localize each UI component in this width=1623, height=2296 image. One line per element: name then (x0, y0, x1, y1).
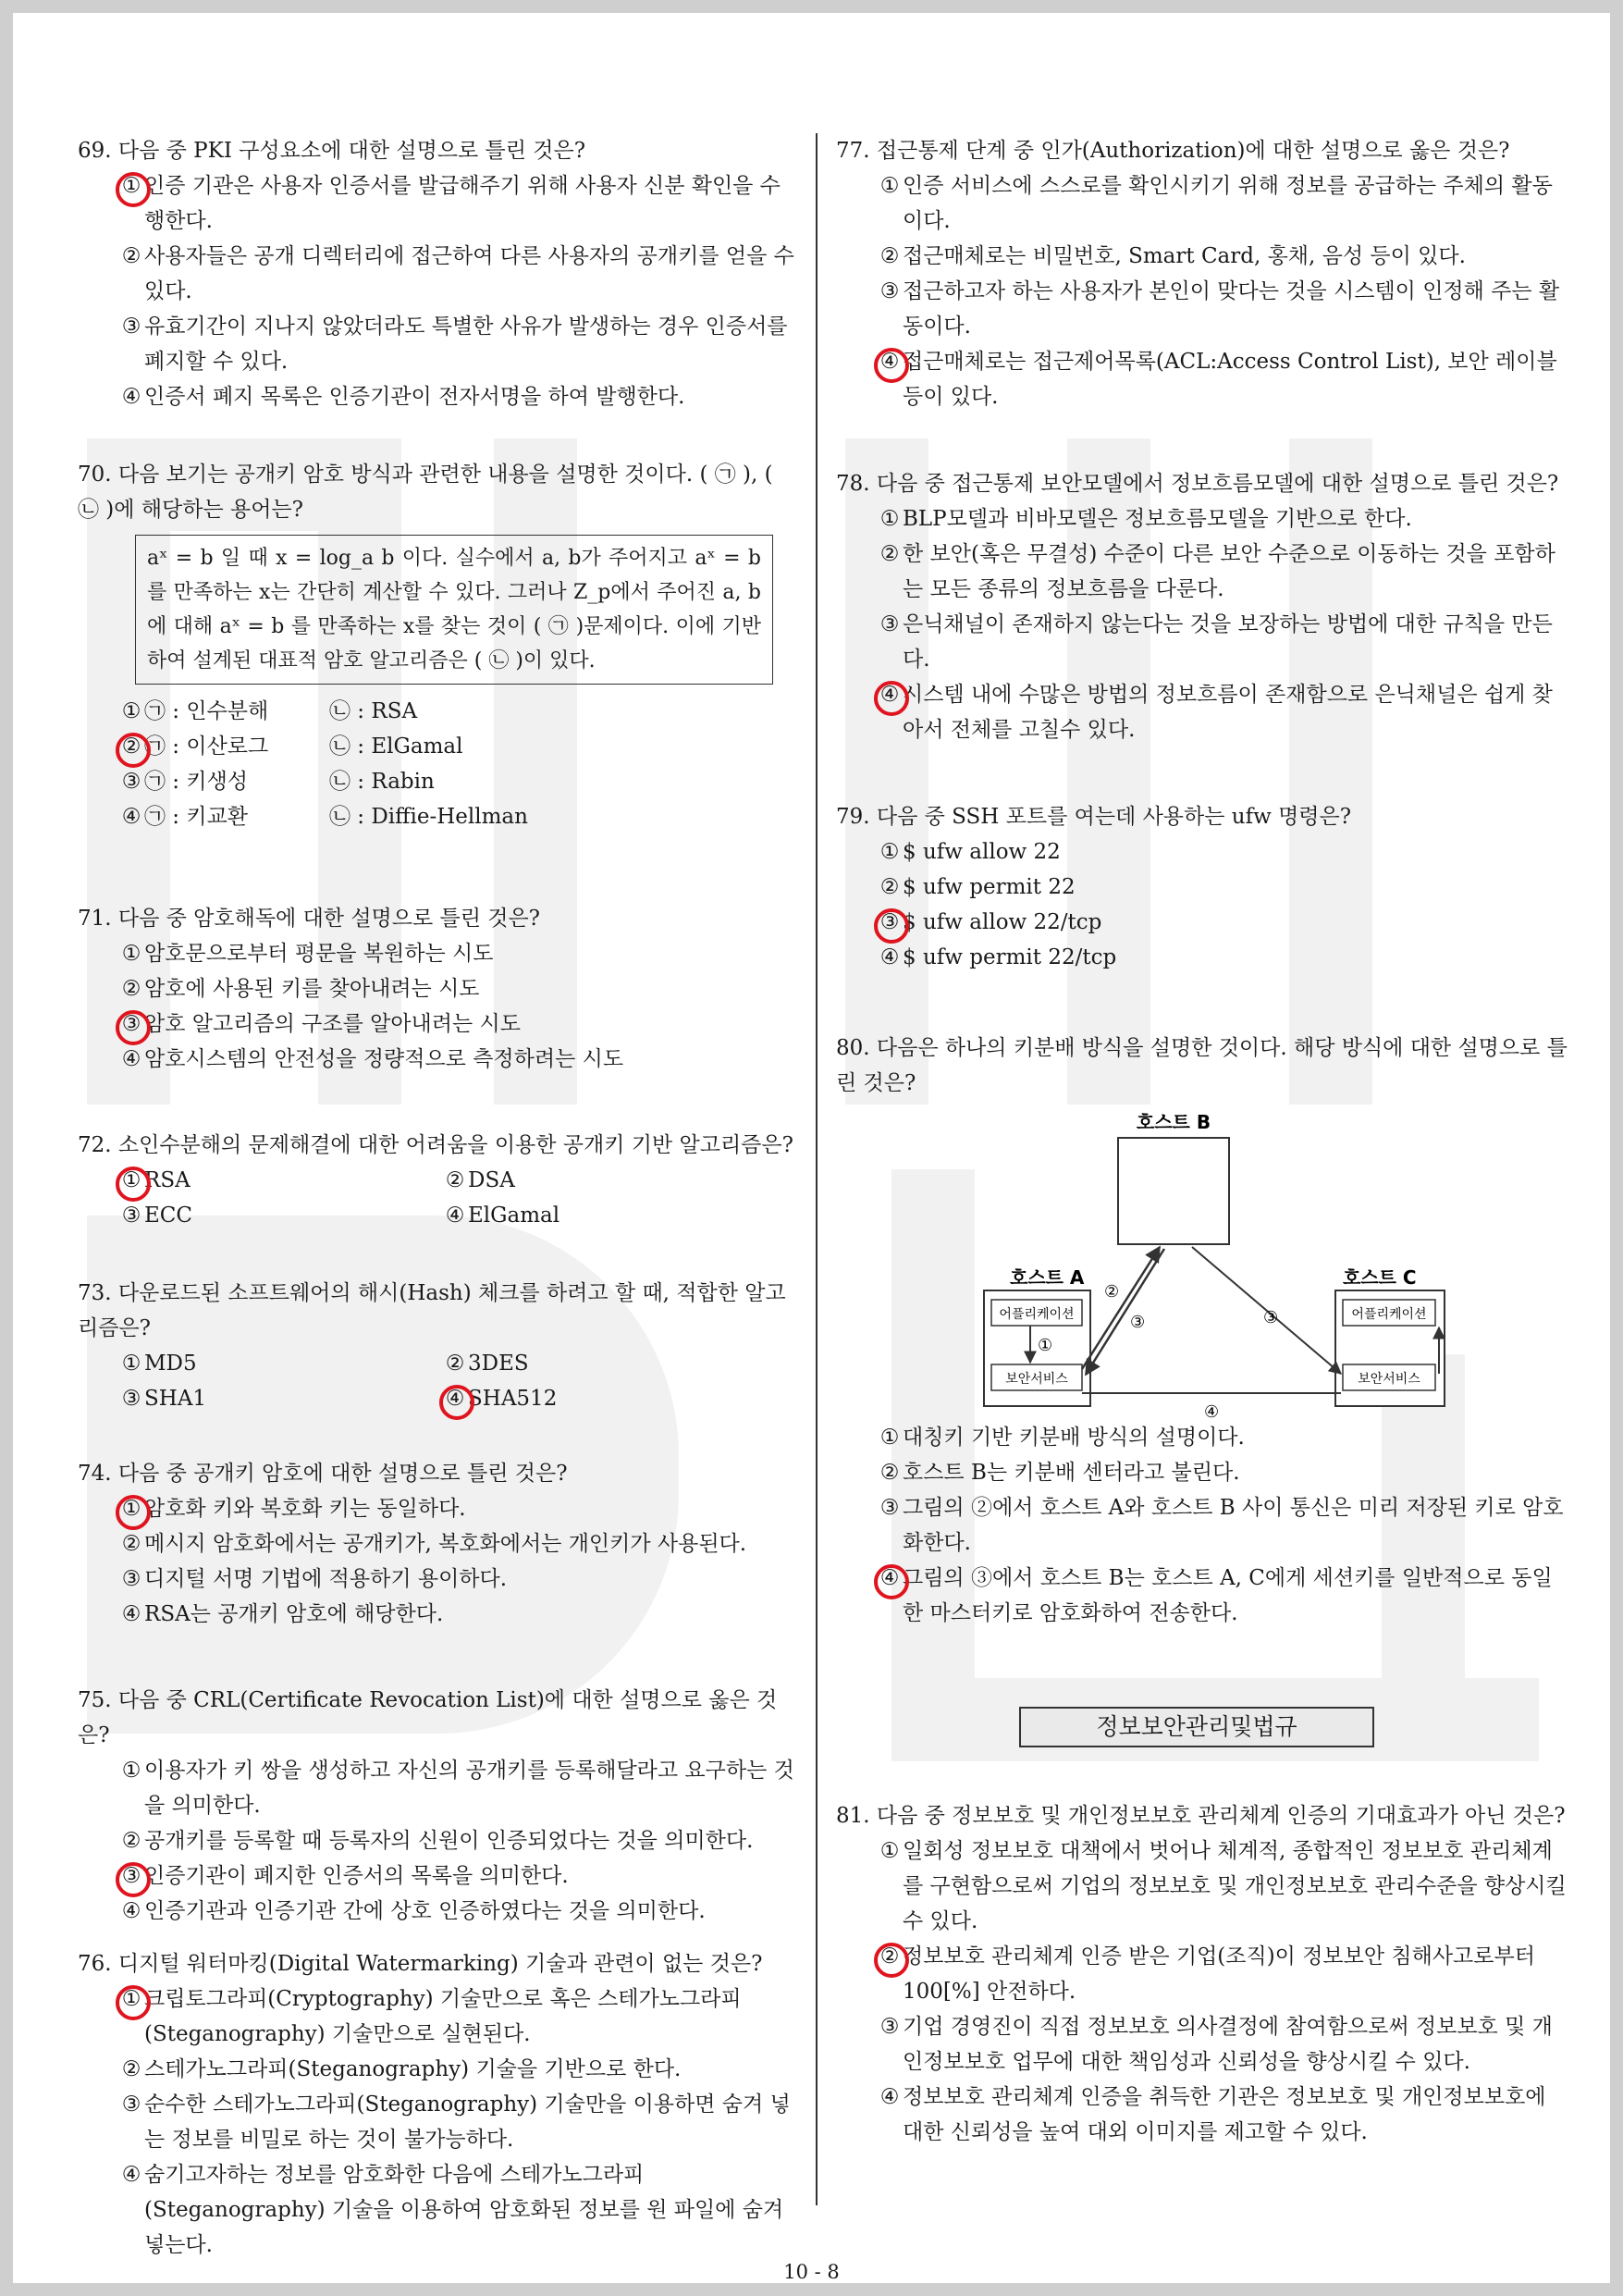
option-2[interactable] (78, 239, 799, 309)
option-4[interactable] (438, 1198, 799, 1233)
column-divider (816, 133, 818, 2205)
option-text: SHA1 (144, 1387, 207, 1411)
option-number: ④ (121, 1602, 141, 1626)
question-72 (78, 1128, 799, 1233)
option-2[interactable] (836, 870, 1571, 905)
option-number: ② (121, 977, 141, 1001)
option-3[interactable] (78, 309, 799, 379)
question-70 (78, 457, 799, 834)
option-number: ① (879, 1426, 900, 1450)
option-text: 접근매체로는 접근제어목록(ACL:Access Control List), 보안 레이블 등이 있다. (903, 350, 1557, 409)
option-number: ① (118, 1981, 144, 2017)
option-2[interactable] (78, 2052, 799, 2087)
option-3[interactable] (836, 905, 1571, 940)
option-number: ② (121, 2057, 141, 2081)
option-number: ④ (121, 1899, 141, 1923)
option-number: ② (877, 1939, 903, 1974)
option-text: 일회성 정보보호 대책에서 벗어나 체계적, 종합적인 정보보호 관리체계를 구현함으로써 기업의 정보보호 및 개인정보보호 관리수준을 향상시킬 수 있다. (903, 1839, 1567, 1933)
option-number: ③ (121, 2092, 141, 2117)
option-number: ① (879, 174, 900, 198)
option-number: ① (118, 1163, 144, 1198)
option-text: 이용자가 키 쌍을 생성하고 자신의 공개키를 등록해달라고 요구하는 것을 의미한다. (144, 1759, 794, 1818)
question-80 (836, 1031, 1571, 1631)
option-4[interactable] (78, 379, 799, 414)
host-c-label: 호스트 C (1343, 1266, 1417, 1289)
option-1[interactable] (836, 834, 1571, 870)
option-4[interactable] (78, 1597, 799, 1632)
option-1[interactable] (78, 1163, 438, 1198)
option-list (836, 168, 1571, 414)
option-number: ③ (118, 1858, 144, 1894)
option-number: ④ (879, 2085, 900, 2109)
option-number: ② (879, 542, 900, 566)
host-a-app-label: 어플리케이션 (999, 1307, 1075, 1322)
option-text: 디지털 서명 기법에 적용하기 용이하다. (144, 1567, 508, 1591)
arrow-2 (1082, 1247, 1160, 1369)
option-4[interactable] (78, 1894, 799, 1929)
option-4[interactable] (78, 2157, 799, 2263)
exam-page (13, 13, 1610, 2283)
option-2[interactable] (438, 1346, 799, 1381)
question-69 (78, 133, 799, 414)
option-pair (144, 694, 417, 729)
page-number: 10 - 8 (783, 2261, 840, 2283)
question-71 (78, 901, 799, 1077)
arrow-3a (1086, 1249, 1164, 1375)
question-title: 79. 다음 중 SSH 포트를 여는데 사용하는 ufw 명령은? (836, 805, 1352, 829)
option-number: ④ (877, 1561, 903, 1596)
option-number: ③ (121, 770, 141, 794)
option-list (836, 834, 1571, 975)
option-2[interactable] (438, 1163, 799, 1198)
option-text: 유효기간이 지나지 않았더라도 특별한 사유가 발생하는 경우 인증서를 폐지할 수 있다. (144, 315, 788, 374)
option-2[interactable] (78, 971, 799, 1006)
option-number: ③ (879, 1496, 900, 1520)
option-text: RSA는 공개키 암호에 해당한다. (144, 1602, 444, 1626)
option-text: 스테가노그라피(Steganography) 기술을 기반으로 한다. (144, 2057, 682, 2081)
question-title: 76. 디지털 워터마킹(Digital Watermarking) 기술과 관련이 없는 것은? (78, 1952, 763, 1976)
option-list (836, 1420, 1571, 1631)
option-text: 숨기고자하는 정보를 암호화한 다음에 스테가노그라피(Steganography) 기술을 이용하여 암호화된 정보를 원 파일에 숨겨 넣는다. (144, 2163, 784, 2257)
option-text: 암호화 키와 복호화 키는 동일하다. (144, 1497, 466, 1521)
option-text: $ ufw permit 22 (903, 875, 1076, 899)
option-text: DSA (468, 1168, 515, 1192)
option-text: ElGamal (468, 1204, 560, 1228)
option-list (78, 1981, 799, 2263)
question-title: 74. 다음 중 공개키 암호에 대한 설명으로 틀린 것은? (78, 1462, 568, 1486)
option-number: ① (118, 1491, 144, 1526)
option-text: $ ufw permit 22/tcp (903, 945, 1117, 969)
option-number: ② (879, 1461, 900, 1485)
option-1[interactable] (836, 168, 1571, 239)
option-4[interactable] (78, 1042, 799, 1077)
option-text: 접근매체로는 비밀번호, Smart Card, 홍채, 음성 등이 있다. (903, 244, 1466, 268)
host-c-sec-label: 보안서비스 (1358, 1372, 1420, 1387)
option-text: 공개키를 등록할 때 등록자의 신원이 인증되었다는 것을 의미한다. (144, 1829, 754, 1853)
option-text: MD5 (144, 1352, 197, 1376)
option-list (78, 1753, 799, 1929)
option-1[interactable] (836, 501, 1571, 537)
option-2[interactable] (836, 1939, 1571, 2009)
question-78 (836, 466, 1571, 747)
option-number: ④ (121, 385, 141, 409)
option-list (78, 936, 799, 1077)
option-4[interactable] (438, 1381, 799, 1416)
option-text: 암호에 사용된 키를 찾아내려는 시도 (144, 977, 480, 1001)
option-pair (144, 799, 528, 834)
question-title: 75. 다음 중 CRL(Certificate Revocation List)에 대한 설명으로 옳은 것은? (78, 1688, 778, 1747)
question-79 (836, 799, 1571, 975)
option-3[interactable] (78, 1858, 799, 1894)
arrow-label-3b: ③ (1263, 1308, 1279, 1327)
option-text: 대칭키 기반 키분배 방식의 설명이다. (903, 1426, 1245, 1450)
option-term-a: ㉠ : 키생성 (144, 770, 249, 794)
option-number: ② (121, 1532, 141, 1556)
option-number: ② (879, 875, 900, 899)
option-number: ④ (442, 1381, 468, 1416)
option-4[interactable] (836, 940, 1571, 975)
option-number: ④ (121, 2163, 141, 2187)
host-a-label: 호스트 A (1010, 1266, 1085, 1289)
option-number: ① (879, 840, 900, 864)
question-title: 71. 다음 중 암호해독에 대한 설명으로 틀린 것은? (78, 907, 541, 931)
option-2[interactable] (836, 239, 1571, 274)
option-1[interactable] (836, 1833, 1571, 1939)
option-3[interactable] (78, 1562, 799, 1597)
option-text: 인증기관과 인증기관 간에 상호 인증하였다는 것을 의미한다. (144, 1899, 706, 1923)
option-1[interactable] (78, 694, 799, 729)
arrow-label-1: ① (1038, 1336, 1053, 1355)
option-1[interactable] (78, 1753, 799, 1823)
question-77 (836, 133, 1571, 414)
option-number: ④ (877, 344, 903, 379)
option-3[interactable] (78, 2087, 799, 2157)
option-term-b: ㉡ : RSA (329, 699, 418, 723)
option-text: 그림의 ③에서 호스트 B는 호스트 A, C에게 세션키를 일반적으로 동일한 마스터키로 암호화하여 전송한다. (903, 1566, 1553, 1625)
option-4[interactable] (836, 2080, 1571, 2150)
option-text: 시스템 내에 수많은 방법의 정보흐름이 존재함으로 은닉채널은 쉽게 찾아서 전체를 고칠수 있다. (903, 683, 1553, 742)
option-1[interactable] (78, 936, 799, 971)
option-text: 인증서 폐지 목록은 인증기관이 전자서명을 하여 발행한다. (144, 385, 685, 409)
option-2[interactable] (836, 537, 1571, 607)
option-term-a: ㉠ : 키교환 (144, 805, 249, 829)
option-number: ① (879, 1839, 900, 1863)
option-number: ② (118, 729, 144, 764)
option-3[interactable] (836, 1490, 1571, 1561)
option-list (78, 1491, 799, 1632)
option-3[interactable] (78, 1381, 438, 1416)
option-number: ③ (877, 905, 903, 940)
option-number: ④ (121, 1047, 141, 1071)
option-number: ③ (879, 612, 900, 636)
option-3[interactable] (836, 607, 1571, 677)
question-title: 69. 다음 중 PKI 구성요소에 대한 설명으로 틀린 것은? (78, 139, 586, 163)
option-text: 은닉채널이 존재하지 않는다는 것을 보장하는 방법에 대한 규칙을 만든다. (903, 612, 1553, 672)
option-3[interactable] (78, 1198, 438, 1233)
option-number: ④ (121, 805, 141, 829)
option-text: $ ufw allow 22/tcp (903, 910, 1102, 934)
option-pair (144, 729, 462, 764)
option-number: ④ (879, 945, 900, 969)
option-text: 정보보호 관리체계 인증 받은 기업(조직)이 정보보안 침해사고로부터 100[%] 안전하다. (903, 1944, 1535, 2004)
option-text: 메시지 암호화에서는 공개키가, 복호화에서는 개인키가 사용된다. (144, 1532, 747, 1556)
option-text: 그림의 ②에서 호스트 A와 호스트 B 사이 통신은 미리 저장된 키로 암호화한다. (903, 1496, 1564, 1555)
option-text: 한 보안(혹은 무결성) 수준이 다른 보안 수준으로 이동하는 것을 포함하는 모든 종류의 정보흐름을 다룬다. (903, 542, 1555, 601)
option-number: ① (118, 168, 144, 204)
option-list (78, 1163, 799, 1233)
question-title: 77. 접근통제 단계 중 인가(Authorization)에 대한 설명으로 옳은 것은? (836, 139, 1510, 163)
option-text: 크립토그라피(Cryptography) 기술만으로 혹은 스테가노그라피(Steganography) 기술만으로 실현된다. (144, 1987, 742, 2046)
option-text: 접근하고자 하는 사용자가 본인이 맞다는 것을 시스템이 인정해 주는 활동이다. (903, 279, 1560, 339)
option-text: 인증 서비스에 스스로를 확인시키기 위해 정보를 공급하는 주체의 활동이다. (903, 174, 1553, 233)
option-1[interactable] (78, 168, 799, 239)
option-text: 암호시스템의 안전성을 정량적으로 측정하려는 시도 (144, 1047, 624, 1071)
option-term-b: ㉡ : Rabin (329, 770, 435, 794)
option-list (836, 1833, 1571, 2150)
option-number: ③ (121, 315, 141, 339)
question-74 (78, 1456, 799, 1632)
option-3[interactable] (78, 764, 799, 799)
option-text: RSA (144, 1168, 191, 1192)
option-text: 인증기관이 폐지한 인증서의 목록을 의미한다. (144, 1864, 569, 1888)
option-text: 3DES (468, 1352, 529, 1376)
option-list (78, 694, 799, 834)
option-term-b: ㉡ : ElGamal (329, 734, 463, 759)
key-distribution-diagram (965, 1101, 1465, 1420)
option-number: ① (121, 942, 141, 966)
option-number: ① (879, 507, 900, 531)
option-1[interactable] (78, 1346, 438, 1381)
section-title: 정보보안관리및법규 (1019, 1707, 1374, 1747)
option-2[interactable] (78, 1526, 799, 1562)
question-title: 78. 다음 중 접근통제 보안모델에서 정보흐름모델에 대한 설명으로 틀린 것은? (836, 472, 1559, 496)
question-title: 72. 소인수분해의 문제해결에 대한 어려움을 이용한 공개키 기반 알고리즘은? (78, 1133, 793, 1157)
question-title: 81. 다음 중 정보보호 및 개인정보보호 관리체계 인증의 기대효과가 아닌 것은? (836, 1804, 1566, 1828)
option-text: 사용자들은 공개 디렉터리에 접근하여 다른 사용자의 공개키를 얻을 수 있다. (144, 244, 794, 303)
question-76 (78, 1946, 799, 2263)
option-number: ② (121, 1829, 141, 1853)
option-text: ECC (144, 1204, 192, 1228)
option-term-a: ㉠ : 이산로그 (144, 734, 269, 759)
option-text: 암호 알고리즘의 구조를 알아내려는 시도 (144, 1012, 521, 1036)
option-1[interactable] (78, 1981, 799, 2052)
option-list (78, 1346, 799, 1416)
arrow-label-3a: ③ (1130, 1313, 1146, 1332)
option-text: $ ufw allow 22 (903, 840, 1061, 864)
option-text: 정보보호 관리체계 인증을 취득한 기관은 정보보호 및 개인정보보호에 대한 신뢰성을 높여 대외 이미지를 제고할 수 있다. (903, 2085, 1546, 2144)
option-4[interactable] (78, 799, 799, 834)
option-1[interactable] (836, 1420, 1571, 1455)
option-3[interactable] (836, 2009, 1571, 2080)
question-73 (78, 1276, 799, 1416)
option-number: ③ (121, 1387, 141, 1411)
option-3[interactable] (78, 1006, 799, 1042)
option-number: ④ (877, 677, 903, 712)
question-title: 80. 다음은 하나의 키분배 방식을 설명한 것이다. 해당 방식에 대한 설명으로 틀린 것은? (836, 1036, 1568, 1095)
option-text: 인증 기관은 사용자 인증서를 발급해주기 위해 사용자 신분 확인을 수행한다. (144, 174, 781, 233)
option-number: ① (121, 1352, 141, 1376)
option-3[interactable] (836, 274, 1571, 344)
option-list (78, 168, 799, 414)
option-text: BLP모델과 비바모델은 정보흐름모델을 기반으로 한다. (903, 507, 1412, 531)
option-text: 암호문으로부터 평문을 복원하는 시도 (144, 942, 494, 966)
host-b-box (1118, 1138, 1229, 1244)
option-4[interactable] (836, 677, 1571, 747)
question-box: aˣ = b 일 때 x = log_a b 이다. 실수에서 a, b가 주어지고 aˣ = b 를 만족하는 x는 간단히 계산할 수 있다. 그러나 Z_p에서 주어진 a, b에 대해 aˣ = b 를 만족하는 x를 찾는 것이 ( ㉠ )문제이다. 이에 기반하여 설계된 대표적 암호 알고리즘은 ( ㉡ )이 있다. (135, 535, 773, 685)
arrow-label-4: ④ (1204, 1402, 1220, 1420)
option-number: ③ (121, 1567, 141, 1591)
option-text: 순수한 스테가노그라피(Steganography) 기술만을 이용하면 숨겨 넣는 정보를 비밀로 하는 것이 불가능하다. (144, 2092, 791, 2152)
option-2[interactable] (78, 729, 799, 764)
option-2[interactable] (78, 1823, 799, 1858)
option-pair (144, 764, 435, 799)
option-number: ② (879, 244, 900, 268)
option-term-a: ㉠ : 인수분해 (144, 699, 269, 723)
option-number: ② (445, 1168, 465, 1192)
option-number: ③ (121, 1204, 141, 1228)
option-text: 호스트 B는 키분배 센터라고 불린다. (903, 1461, 1240, 1485)
option-term-b: ㉡ : Diffie-Hellman (329, 805, 528, 829)
option-text: 기업 경영진이 직접 정보보호 의사결정에 참여함으로써 정보보호 및 개인정보보호 업무에 대한 책임성과 신뢰성을 향상시킬 수 있다. (903, 2015, 1553, 2074)
question-81 (836, 1798, 1571, 2150)
option-number: ③ (879, 279, 900, 303)
option-number: ① (121, 1759, 141, 1783)
option-1[interactable] (78, 1491, 799, 1526)
question-title: 73. 다운로드된 소프트웨어의 해시(Hash) 체크를 하려고 할 때, 적합한 알고리즘은? (78, 1281, 786, 1340)
option-number: ④ (445, 1204, 465, 1228)
question-title: 70. 다음 보기는 공개키 암호 방식과 관련한 내용을 설명한 것이다. ( ㉠ ), ( ㉡ )에 해당하는 용어는? (78, 463, 773, 522)
option-number: ① (121, 699, 141, 723)
host-b-label: 호스트 B (1136, 1111, 1211, 1133)
option-number: ② (445, 1352, 465, 1376)
option-number: ③ (118, 1006, 144, 1042)
option-list (836, 501, 1571, 747)
option-text: SHA512 (468, 1387, 558, 1411)
arrow-label-2: ② (1104, 1282, 1120, 1302)
option-4[interactable] (836, 344, 1571, 414)
question-75 (78, 1683, 799, 1929)
option-2[interactable] (836, 1455, 1571, 1490)
host-c-app-label: 어플리케이션 (1351, 1307, 1427, 1322)
option-number: ③ (879, 2015, 900, 2039)
option-number: ② (121, 244, 141, 268)
host-a-sec-label: 보안서비스 (1005, 1372, 1068, 1387)
option-4[interactable] (836, 1561, 1571, 1631)
